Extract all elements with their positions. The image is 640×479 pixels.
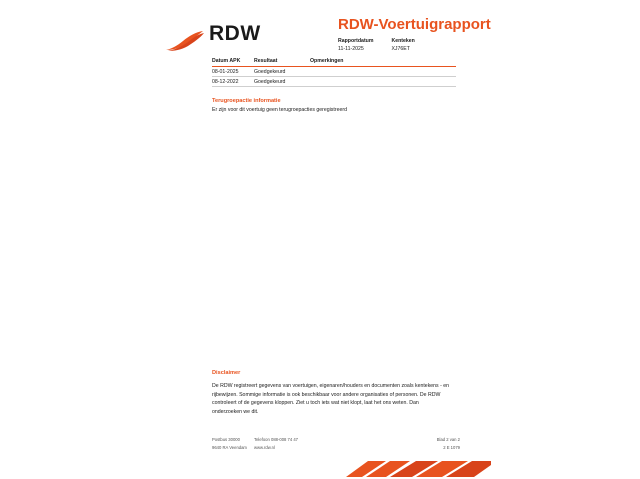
document-meta [338,37,538,53]
cell-date: 08-01-2025 [212,67,254,77]
column-header-date: Datum APK [212,58,254,67]
recall-section-body: Er zijn voor dit voertuig geen terugroepacties geregistreerd [212,106,347,113]
meta-report-date [338,37,390,53]
table-header-row [212,58,456,67]
footer-website-link[interactable]: www.rdw.nl [254,444,275,450]
footer-page-number: Blad 2 van 2 [436,437,460,442]
cell-remarks [310,77,456,87]
disclaimer-body: De RDW registreert gegevens van voertuigen, eigenaren/houders en documenten zoals kentekens - en rijbewijzen. Sommige informatie is ook beschikbaar voor andere organisaties of personen. De RDW controleert of de gegevens kloppen. Ziet u toch iets wat niet klopt, laat het ons weten. Dan onderzoeken we dit. [212,383,450,416]
footer-contact [254,436,344,451]
cell-result: Goedgekeurd [254,77,310,87]
recall-section [212,98,462,114]
meta-license-plate [391,37,414,53]
footer-pagination [410,436,460,451]
table-row [212,77,456,87]
column-header-remarks: Opmerkingen [310,58,456,67]
footer-address-line2: 9640 RA Veendam [212,444,247,450]
cell-remarks [310,67,456,77]
apk-table-block [212,58,456,87]
apk-table [212,58,456,87]
table-row [212,67,456,77]
report-date-value: 11-11-2025 [338,46,364,53]
page-title: RDW-Voertuigrapport [338,16,491,33]
license-plate-value: XJ76ET [391,46,410,53]
recall-section-title: Terugroepactie informatie [212,98,281,104]
footer-address-line1: Postbus 30000 [212,437,240,442]
column-header-result: Resultaat [254,58,310,67]
rdw-stripes-graphic [346,458,491,479]
footer-code: 2 E 1079 [443,444,460,450]
disclaimer-section [212,370,450,417]
cell-date: 08-12-2022 [212,77,254,87]
rdw-swoosh-icon [165,30,205,52]
footer-phone: Telefoon 088-008 74 47 [254,437,299,442]
license-plate-label: Kenteken [391,38,415,44]
cell-result: Goedgekeurd [254,67,310,77]
footer-address [212,436,256,451]
disclaimer-title: Disclaimer [212,370,241,376]
report-date-label: Rapportdatum [338,38,374,44]
brand-name: RDW [209,22,261,45]
